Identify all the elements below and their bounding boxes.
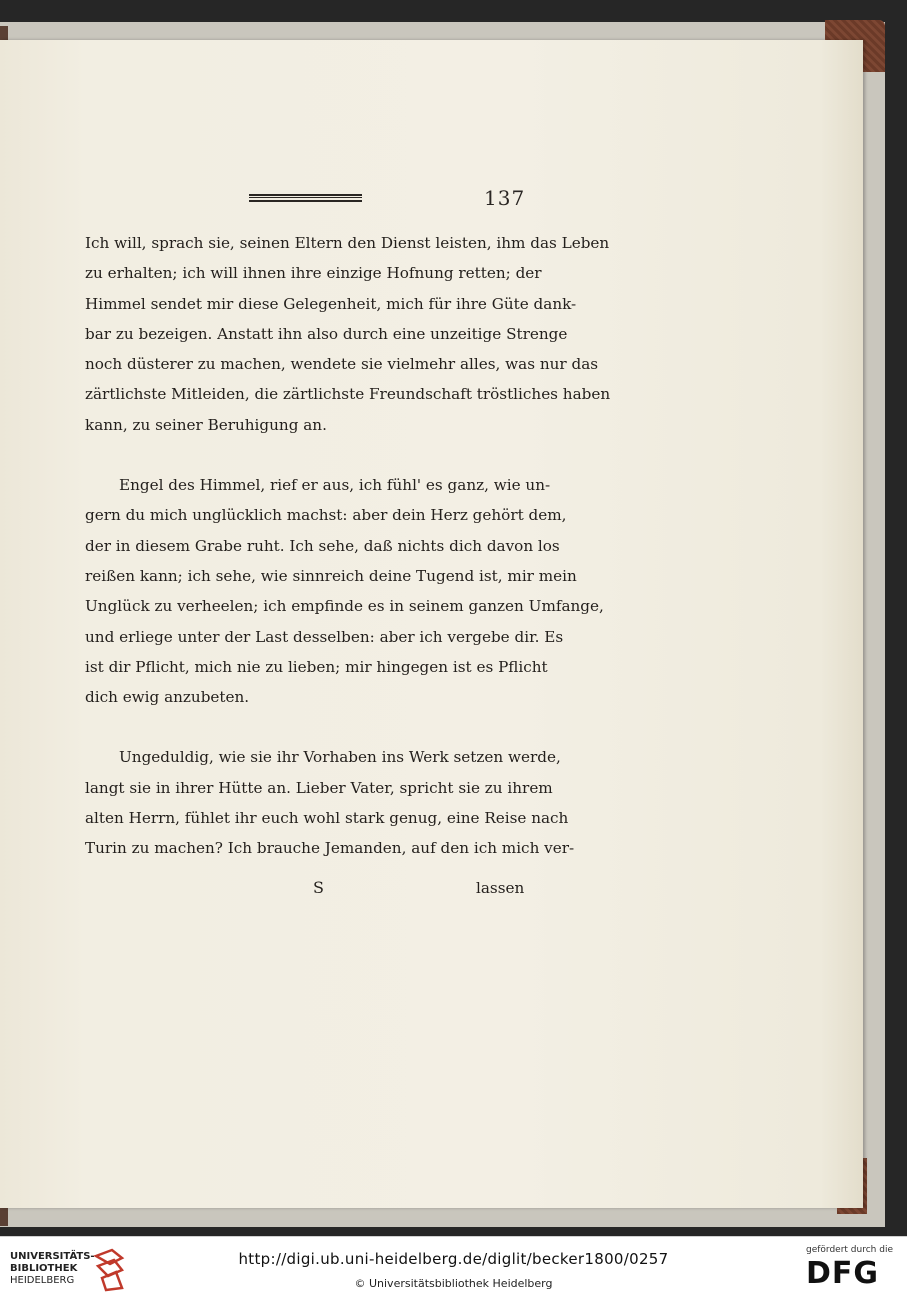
page-text bbox=[85, 228, 611, 864]
paragraph-3 bbox=[85, 742, 575, 863]
text-line: Himmel sendet mir diese Gelegenheit, mich für ihre Güte dank- bbox=[85, 294, 577, 313]
text-line: ist dir Pflicht, mich nie zu lieben; mir hingegen ist es Pflicht bbox=[85, 657, 548, 676]
library-name-line2: BIBLIOTHEK bbox=[10, 1263, 78, 1274]
text-line: zu erhalten; ich will ihnen ihre einzige Hofnung retten; der bbox=[85, 264, 542, 283]
paragraph-2 bbox=[85, 470, 604, 712]
text-line: zärtlichste Mitleiden, die zärtlichste Freundschaft tröstliches haben bbox=[85, 385, 611, 404]
text-line: und erliege unter der Last desselben: aber ich vergebe dir. Es bbox=[85, 627, 564, 646]
text-line: bar zu bezeigen. Anstatt ihn also durch eine unzeitige Strenge bbox=[85, 324, 568, 343]
funding-label: gefördert durch die bbox=[806, 1245, 893, 1255]
viewer-footer bbox=[0, 1236, 907, 1301]
permalink-url[interactable]: http://digi.ub.uni-heidelberg.de/diglit/becker1800/0257 bbox=[238, 1250, 669, 1268]
text-line: Turin zu machen? Ich brauche Jemanden, auf den ich mich ver- bbox=[85, 839, 575, 858]
dfg-logo[interactable]: DFG bbox=[806, 1256, 880, 1291]
text-line: langt sie in ihrer Hütte an. Lieber Vater, spricht sie zu ihrem bbox=[85, 778, 553, 797]
text-line: Unglück zu verheelen; ich empfinde es in seinem ganzen Umfange, bbox=[85, 597, 604, 616]
text-line: dich ewig anzubeten. bbox=[85, 688, 250, 707]
text-line: Ungeduldig, wie sie ihr Vorhaben ins Werk setzen werde, bbox=[119, 748, 561, 767]
page-number: 137 bbox=[484, 186, 526, 210]
text-line: Engel des Himmel, rief er aus, ich fühl' es ganz, wie un- bbox=[119, 476, 551, 495]
text-line: reißen kann; ich sehe, wie sinnreich deine Tugend ist, mir mein bbox=[85, 566, 577, 585]
text-line: der in diesem Grabe ruht. Ich sehe, daß nichts dich davon los bbox=[85, 536, 560, 555]
copyright-notice: © Universitätsbibliothek Heidelberg bbox=[354, 1277, 553, 1290]
paragraph-1 bbox=[85, 228, 611, 440]
library-name-line3: HEIDELBERG bbox=[10, 1275, 75, 1286]
text-line: noch düsterer zu machen, wendete sie vielmehr alles, was nur das bbox=[85, 355, 599, 374]
text-line: gern du mich unglücklich machst: aber dein Herz gehört dem, bbox=[85, 506, 567, 525]
library-name-line1: UNIVERSITÄTS- bbox=[10, 1251, 95, 1262]
catchword: lassen bbox=[476, 879, 525, 897]
text-line: Ich will, sprach sie, seinen Eltern den Dienst leisten, ihm das Leben bbox=[85, 234, 610, 252]
header-rule-ornament bbox=[249, 194, 362, 202]
text-line: alten Herrn, fühlet ihr euch wohl stark genug, eine Reise nach bbox=[85, 809, 569, 828]
signature-mark: S bbox=[313, 878, 324, 897]
text-line: kann, zu seiner Beruhigung an. bbox=[85, 415, 327, 434]
